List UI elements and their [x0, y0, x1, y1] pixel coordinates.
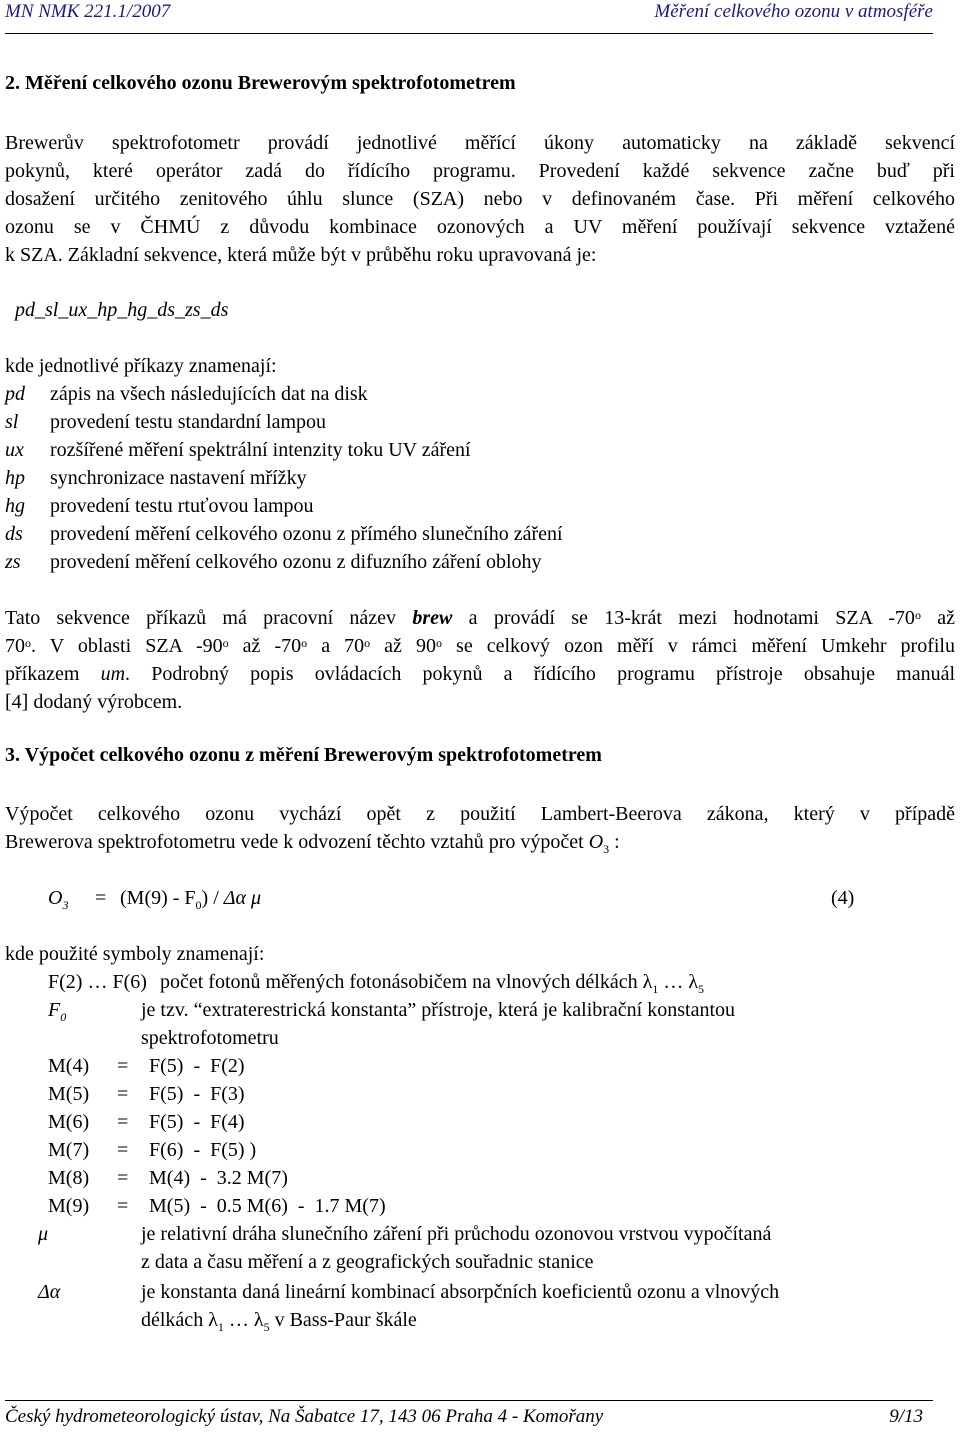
m-eq: = — [117, 1139, 129, 1161]
header-rule — [5, 33, 933, 34]
command-desc: zápis na všech následujících dat na disk — [50, 383, 368, 405]
para2-line-3: příkazem um. Podrobný popis ovládacích pokynů a řídícího programu přístroje obsahuje manuál — [5, 663, 956, 685]
command-desc: provedení měření celkového ozonu z přímého slunečního záření — [50, 523, 563, 545]
m-rhs: F(5) - F(2) — [149, 1055, 245, 1077]
m-rhs: M(5) - 0.5 M(6) - 1.7 M(7) — [149, 1195, 386, 1217]
m-rhs: F(6) - F(5) ) — [149, 1139, 257, 1161]
m-eq: = — [117, 1111, 129, 1133]
m-eq: = — [117, 1083, 129, 1105]
section-3-heading: 3. Výpočet celkového ozonu z měření Brewerovým spektrofotometrem — [5, 744, 602, 766]
command-code: pd — [5, 383, 25, 405]
m-eq: = — [117, 1055, 129, 1077]
para-line-1: Brewerův spektrofotometr provádí jednotlivé měřící úkony automaticky na základě sekvencí — [5, 132, 955, 154]
command-code: ds — [5, 523, 23, 545]
command-code: zs — [5, 551, 21, 573]
section-2-heading: 2. Měření celkového ozonu Brewerovým spektrofotometrem — [5, 72, 516, 94]
equation-equals: = — [95, 887, 107, 909]
m-lhs: M(5) — [48, 1083, 90, 1105]
footer-rule — [5, 1400, 933, 1401]
m-lhs: M(7) — [48, 1139, 90, 1161]
symbol-F-desc: počet fotonů měřených fotonásobičem na vlnových délkách $\lambda_1$ … $\lambda_5$ — [160, 971, 705, 996]
m-rhs: F(5) - F(3) — [149, 1083, 245, 1105]
equation-rhs: $(M(9) - F_0)$ / Δα μ — [120, 887, 262, 912]
page-number: 9/13 — [889, 1406, 923, 1427]
para2-line-4: [4] dodaný výrobcem. — [5, 691, 183, 713]
symbol-da-desc-2: délkách $\lambda_1$ … $\lambda_5$ v Bass-Paur škále — [141, 1309, 417, 1334]
command-code: hp — [5, 467, 25, 489]
symbol-F0-desc-2: spektrofotometru — [141, 1027, 279, 1049]
symbol-mu: μ — [38, 1223, 49, 1245]
command-desc: provedení testu standardní lampou — [50, 411, 327, 433]
command-desc: synchronizace nastavení mřížky — [50, 467, 307, 489]
para-line-2: pokynů, které operátor zadá do řídícího programu. Provedení každé sekvence začne buď při — [5, 160, 955, 182]
header-left: MN NMK 221.1/2007 — [5, 1, 171, 22]
command-code: sl — [5, 411, 19, 433]
m-lhs: M(9) — [48, 1195, 90, 1217]
sequence-string: pd_sl_ux_hp_hg_ds_zs_ds — [15, 299, 229, 321]
symbol-delta-alpha: Δα — [38, 1281, 61, 1303]
m-eq: = — [117, 1167, 129, 1189]
m-rhs: M(4) - 3.2 M(7) — [149, 1167, 288, 1189]
m-lhs: M(8) — [48, 1167, 90, 1189]
command-desc: provedení testu rtuťovou lampou — [50, 495, 314, 517]
header-right: Měření celkového ozonu v atmosféře — [654, 1, 933, 22]
m-eq: = — [117, 1195, 129, 1217]
para-line-5: k SZA. Základní sekvence, která může být v průběhu roku upravovaná je: — [5, 244, 597, 266]
m-lhs: M(4) — [48, 1055, 90, 1077]
footer-address: Český hydrometeorologický ústav, Na Šabatce 17, 143 06 Praha 4 - Komořany — [5, 1406, 604, 1427]
para-line-3: dosažení určitého zenitového úhlu slunce (SZA) nebo v definovaném čase. Při měření celkového — [5, 188, 955, 210]
command-code: ux — [5, 439, 24, 461]
equation-number: (4) — [831, 887, 855, 909]
symbol-F0: $F_0$ — [48, 999, 67, 1024]
symbol-F-range: F(2) … F(6) — [48, 971, 147, 993]
commands-intro: kde jednotlivé příkazy znamenají: — [5, 355, 277, 377]
para-line-4: ozonu se v ČHMÚ z důvodu kombinace ozonových a UV měření používají sekvence vztažené — [5, 216, 955, 238]
symbol-F0-desc-1: je tzv. “extraterestrická konstanta” přístroje, která je kalibrační konstantou — [141, 999, 736, 1021]
symbol-mu-desc-1: je relativní dráha slunečního záření při průchodu ozonovou vrstvou vypočítaná — [141, 1223, 772, 1245]
m-rhs: F(5) - F(4) — [149, 1111, 245, 1133]
command-desc: provedení měření celkového ozonu z difuzního záření oblohy — [50, 551, 542, 573]
equation-lhs: $O_3$ — [48, 887, 69, 912]
s3-para-line-2: Brewerova spektrofotometru vede k odvození těchto vztahů pro výpočet $O_3$ : — [5, 831, 620, 856]
symbols-intro: kde použité symboly znamenají: — [5, 943, 265, 965]
command-desc: rozšířené měření spektrální intenzity toku UV záření — [50, 439, 471, 461]
command-code: hg — [5, 495, 25, 517]
s3-para-line-1: Výpočet celkového ozonu vychází opět z použití Lambert-Beerova zákona, který v případě — [5, 803, 955, 825]
m-lhs: M(6) — [48, 1111, 90, 1133]
symbol-da-desc-1: je konstanta daná lineární kombinací absorpčních koeficientů ozonu a vlnových — [141, 1281, 780, 1303]
para2-line-2: 70$^o$. V oblasti SZA -90$^o$ až -70$^o$ a 70$^o$ až 90$^o$ se celkový ozon měří v rámci měření Umkehr profilu — [5, 635, 955, 657]
para2-line-1: Tato sekvence příkazů má pracovní název brew a provádí se 13-krát mezi hodnotami SZA -70$^o$ až — [5, 607, 955, 629]
symbol-mu-desc-2: z data a času měření a z geografických souřadnic stanice — [141, 1251, 594, 1273]
